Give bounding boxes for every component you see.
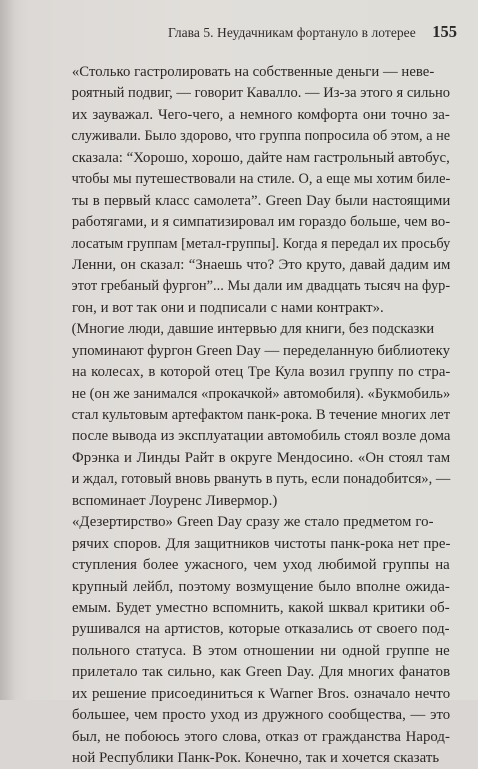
text-line: Ленни, он сказал: “Знаешь что? Это круто, давай дадим им xyxy=(72,256,451,273)
text-line: ты в первый класс самолета”. Green Day были настоящими xyxy=(72,192,451,209)
text-line: ступления более ужасного, чем уход любимой группы на xyxy=(72,557,450,574)
text-line: лосатым группам [метал-группы]. Когда я передал их просьбу xyxy=(71,235,451,252)
text-line: гон, и вот так они и подписали с нами контракт». xyxy=(72,299,384,316)
paragraph-2 xyxy=(56,319,450,512)
text-line: (Многие люди, давшие интервью для книги, без подсказки xyxy=(71,321,435,338)
text-line: емым. Будет уместно вспомнить, какой шквал критики об- xyxy=(72,599,450,616)
page-gutter-shadow xyxy=(0,0,16,700)
running-title: Глава 5. Неудачникам фортануло в лотерее xyxy=(168,25,416,40)
text-line: был, не побоюсь этого слова, отказ от гражданства Народ- xyxy=(72,728,450,745)
text-line: их решение присоединиться к Warner Bros. означало нечто xyxy=(72,685,451,702)
text-line: «Дезертирство» Green Day сразу же стало предметом го- xyxy=(72,514,434,531)
text-line: большее, чем просто уход из дружного сообщества, — это xyxy=(72,707,451,724)
text-line: работягами, и я симпатизировал им гораздо больше, чем во- xyxy=(71,214,451,231)
text-line: рушивался на артистов, которые отказались от своего под- xyxy=(72,621,450,638)
text-line: после вывода из эксплуатации автомобиль стоял возле дома xyxy=(71,428,451,445)
text-line: Фрэнка и Линды Райт в округе Мендосино. «Он стоял там xyxy=(72,449,451,466)
text-line: роятный подвиг, — говорит Кавалло. — Из-за этого я сильно xyxy=(71,85,451,102)
text-line: крупный лейбл, поэтому возмущение было вполне ожида- xyxy=(72,578,450,595)
paragraph-3 xyxy=(56,512,450,769)
text-line: на колесах, в которой отец Тре Кула возил группу по стра- xyxy=(72,364,451,381)
text-line: стал культовым артефактом панк-рока. В течение многих лет xyxy=(71,407,451,423)
text-line: этот гребаный фургон”... Мы дали им двадцать тысяч на фур- xyxy=(71,278,451,295)
text-line: их зауважал. Чего-чего, а немного комфорта они точно за- xyxy=(72,106,450,123)
text-line: упоминают фургон Green Day — переделанную библиотеку xyxy=(71,342,451,359)
text-line: польного статуса. В этом отношении ни одной группе не xyxy=(72,642,450,659)
text-line: вспоминает Лоуренс Ливермор.) xyxy=(72,492,278,509)
text-line: «Столько гастролировать на собственные деньги — неве- xyxy=(71,64,435,80)
text-line: рячих споров. Для защитников чистоты панк-рока нет пре- xyxy=(72,535,451,552)
paragraph-1 xyxy=(56,62,450,319)
text-line: не (он же занимался «прокачкой» автомобиля). «Букмобиль» xyxy=(71,385,451,402)
text-line: чтобы мы путешествовали на стиле. О, а еще мы хотим биле- xyxy=(71,171,451,188)
text-line: и ждал, готовый вновь рвануть в путь, если понадобится», — xyxy=(71,471,451,488)
text-line: служивали. Было здорово, что группа попросила об этом, а не xyxy=(71,128,451,145)
text-line: ной Республики Панк-Рок. Конечно, так и хочется сказать xyxy=(72,750,440,766)
body-text xyxy=(56,62,450,769)
text-line: прилетало так сильно, как Green Day. Для многих фанатов xyxy=(72,664,451,681)
page-number: 155 xyxy=(432,22,457,41)
text-line: сказала: “Хорошо, хорошо, дайте нам гастрольный автобус, xyxy=(72,149,450,166)
page-header xyxy=(0,0,478,54)
